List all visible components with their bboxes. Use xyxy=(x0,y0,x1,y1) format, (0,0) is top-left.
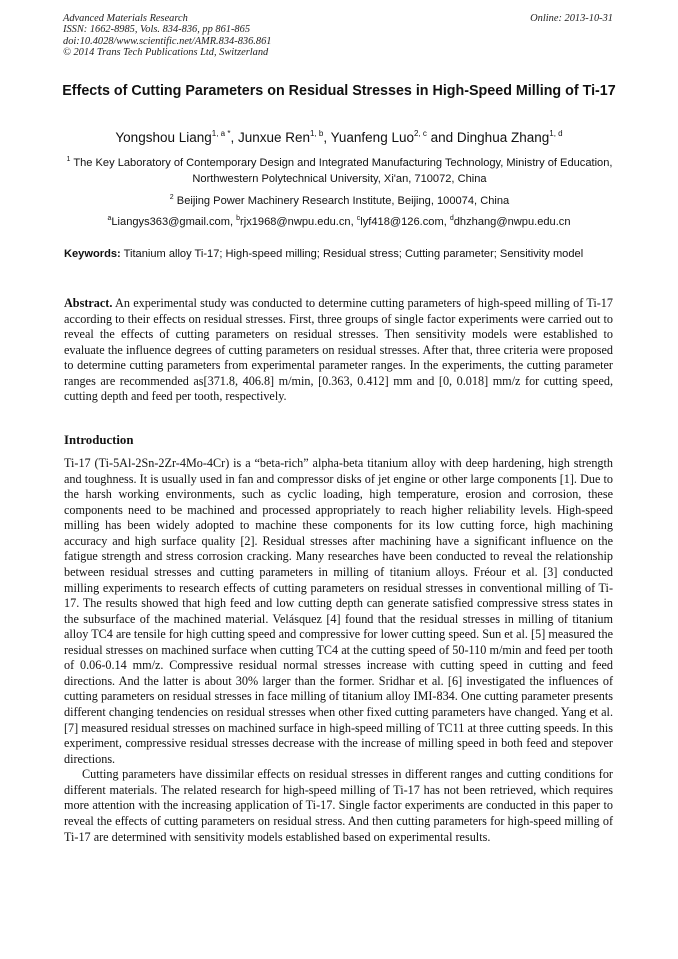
copyright-line: © 2014 Trans Tech Publications Ltd, Switzerland xyxy=(63,46,269,58)
affiliation-text: The Key Laboratory of Contemporary Design and Integrated Manufacturing Technology, Ministry of Education, Northwestern Polytechnical University, Xi'an, 710072, China xyxy=(73,157,613,185)
email-sup: c xyxy=(356,215,361,222)
author-name: Junxue Ren xyxy=(237,130,311,145)
online-date: Online: 2013-10-31 xyxy=(530,13,613,24)
introduction-paragraph-1: Ti-17 (Ti-5Al-2Sn-2Zr-4Mo-4Cr) is a “beta-rich” alpha-beta titanium alloy with deep hardening, high strength and toughness. It is usually used in fan and compressor disks of jet engine or other large components [1]. Due to the harsh working environments, such as cyclic loading, high temperature, erosion and corrosion, these components need to be machined and processed appropriately to reach higher reliability levels. High-speed milling has been widely adopted to machine these components for its low cutting force, high machining accuracy and high surface quality [2]. Residual stresses after machining have a significant influence on the fatigue strength and stress corrosion cracking. Many researches have been conducted to reveal the relationship between residual stresses and cutting parameters in milling of titanium alloys. Fréour et al. [3] conducted milling experiments to research effects of cutting parameters on residual stresses in conventional milling of Ti-17. The results showed that high feed and low cutting depth can generate satisfied compressive stress states in the subsurface of the machined material. Velásquez [4] found that the residual stresses in milling of titanium alloy TC4 are tensile for high cutting speed and compressive for lower cutting speed. Sun et al. [5] measured the residual stresses on machined surface when cutting TC4 at the cutting speed of 50-110 m/min and feed per tooth of 0.06-0.14 mm/z. Compressive residual normal stresses increase with cutting speed in cutting and feed directions. And the latter is about 30% larger than the former. Sridhar et al. [6] investigated the influences of cutting parameters on residual stresses in face milling of titanium alloy IMI-834. One cutting parameter presents different changing tendencies on residual stresses when other fixed cutting parameters have changed. Yang et al. [7] measured residual stresses on machined surface in high-speed milling of TC11 at three cutting speeds. In this experiment, compressive residual stresses decrease with the increase of milling speed in both feed and stepover directions. xyxy=(64,456,613,766)
introduction-paragraph-2: Cutting parameters have dissimilar effects on residual stresses in different ranges and cutting conditions for different materials. The related research for high-speed milling of Ti-17 has not been retrieved, which requires more attention with the increasing application of Ti-17. Single factor experiments are conducted in this paper to reveal the effects of cutting parameters on residual stress. And then cutting parameters for high-speed milling of Ti-17 are determined with sensitivity models established based on experimental results. xyxy=(64,767,613,844)
keywords xyxy=(64,248,613,262)
abstract xyxy=(64,296,613,405)
affiliation-sup: 2 xyxy=(169,194,174,201)
email-link[interactable]: Liangys363@gmail.com xyxy=(111,216,230,228)
email-sup: d xyxy=(449,215,454,222)
author-sup: 1, b xyxy=(310,129,324,138)
journal-name: Advanced Materials Research xyxy=(63,13,188,24)
doi-line[interactable]: doi:10.4028/www.scientific.net/AMR.834-836.861 xyxy=(63,35,272,47)
author-sup: 1, d xyxy=(549,129,563,138)
author-list xyxy=(40,129,638,147)
affiliation-1 xyxy=(62,155,617,187)
email-link[interactable]: lyf418@126.com xyxy=(360,216,444,228)
author-name: Yongshou Liang xyxy=(115,130,212,145)
author-separator: and xyxy=(426,130,457,145)
email-link[interactable]: rjx1968@nwpu.edu.cn xyxy=(240,216,351,228)
keywords-label: Keywords: xyxy=(64,248,121,260)
journal-info xyxy=(63,13,271,58)
affiliation-sup: 1 xyxy=(66,156,71,163)
email-sup: b xyxy=(236,215,241,222)
author-name: Yuanfeng Luo xyxy=(330,130,414,145)
author-name: Dinghua Zhang xyxy=(456,130,550,145)
section-heading-introduction: Introduction xyxy=(64,433,134,447)
author-sup: 1, a * xyxy=(211,129,231,138)
abstract-text: An experimental study was conducted to determine cutting parameters of high-speed milling of Ti-17 according to their effects on residual stresses. First, three groups of single factor experiments were carried out to reveal the effects of cutting parameters on residual stresses. Then sensitivity models were established to evaluate the influence degrees of cutting parameters on residual stresses. After that, three criteria were proposed to determine cutting parameters from experimental parameter ranges. In the experiments, the cutting parameter ranges are recommended as[371.8, 406.8] m/min, [0.363, 0.412] mm and [0, 0.018] mm/z for cutting speed, cutting depth and feed per tooth, respectively. xyxy=(64,296,613,404)
author-separator: , xyxy=(230,130,238,145)
email-list: $^a$Liangys363@gmail.com, $^b$rjx1968@nwpu.edu.cn, $^c$lyf418@126.com, $^d$dhzhang@nwpu.edu.cn xyxy=(107,215,571,228)
abstract-label: Abstract. xyxy=(64,296,113,310)
author-separator: , xyxy=(323,130,331,145)
affiliation-text: Beijing Power Machinery Research Institute, Beijing, 100074, China xyxy=(176,195,510,207)
affiliation-2 xyxy=(62,193,617,209)
author-sup: 2, c xyxy=(413,129,427,138)
issn-line: ISSN: 1662-8985, Vols. 834-836, pp 861-865 xyxy=(63,24,251,36)
introduction-body xyxy=(64,456,613,845)
email-link[interactable]: dhzhang@nwpu.edu.cn xyxy=(453,216,571,228)
keywords-text: Titanium alloy Ti-17; High-speed milling; Residual stress; Cutting parameter; Sensitivity model xyxy=(123,248,584,260)
paper-title: Effects of Cutting Parameters on Residual Stresses in High-Speed Milling of Ti-17 xyxy=(62,83,616,99)
email-sup: a xyxy=(107,215,112,222)
